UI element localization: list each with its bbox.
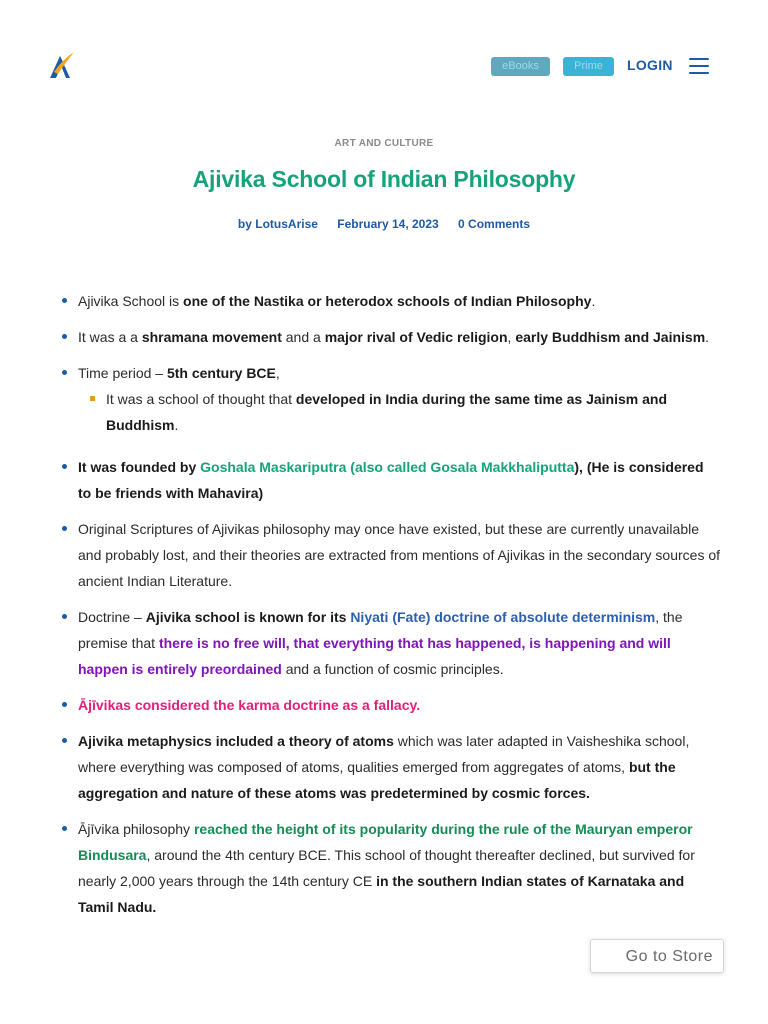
- list-item: Time period – 5th century BCE, It was a school of thought that developed in India during the same time as Jainism and Buddhism.: [78, 360, 720, 438]
- list-item: Doctrine – Ajivika school is known for its Niyati (Fate) doctrine of absolute determinism, the premise that there is no free will, that everything that has happened, is happening and will happen is entirely preordained and a function of cosmic principles.: [78, 604, 720, 682]
- list-item: Ajivika metaphysics included a theory of atoms which was later adapted in Vaisheshika school, where everything was composed of atoms, qualities emerged from aggregates of atoms, but the aggregation and nature of these atoms was predetermined by cosmic forces.: [78, 728, 720, 806]
- founder-link[interactable]: Goshala Maskariputra (also called Gosala Makkhaliputta: [200, 459, 575, 475]
- list-item: It was founded by Goshala Maskariputra (also called Gosala Makkhaliputta), (He is considered to be friends with Mahavira): [78, 454, 720, 506]
- date-link[interactable]: February 14, 2023: [337, 217, 439, 231]
- page-title: Ajivika School of Indian Philosophy: [192, 166, 576, 192]
- go-to-store-button[interactable]: Go to Store: [590, 939, 724, 973]
- list-item: Ājīvikas considered the karma doctrine as a fallacy.: [78, 692, 720, 718]
- login-link[interactable]: LOGIN: [627, 57, 673, 73]
- article-category[interactable]: ART AND CULTURE: [334, 138, 434, 149]
- list-item: Ājīvika philosophy reached the height of its popularity during the rule of the Mauryan emperor Bindusara, around the 4th century BCE. This school of thought thereafter declined, but survived for nearly 2,000 years through the 14th century CE in the southern Indian states of Karnataka and Tamil Nadu.: [78, 816, 720, 920]
- hamburger-menu-icon[interactable]: [689, 58, 709, 74]
- author-link[interactable]: by LotusArise: [237, 217, 318, 231]
- ebooks-button[interactable]: eBooks: [491, 57, 550, 76]
- list-item: Original Scriptures of Ajivikas philosophy may once have existed, but these are currently unavailable and probably lost, and their theories are extracted from mentions of Ajivikas in the secondary sources of ancient Indian Literature.: [78, 516, 720, 594]
- site-logo-icon[interactable]: [48, 50, 76, 80]
- article-meta: [0, 217, 768, 231]
- sub-list-item: It was a school of thought that developed in India during the same time as Jainism and Buddhism.: [106, 386, 720, 438]
- prime-button[interactable]: Prime: [563, 57, 614, 76]
- site-header: [0, 0, 768, 120]
- list-item: It was a a shramana movement and a major rival of Vedic religion, early Buddhism and Jainism.: [78, 324, 720, 350]
- article-content: [60, 288, 720, 930]
- list-item: Ajivika School is one of the Nastika or heterodox schools of Indian Philosophy.: [78, 288, 720, 314]
- comments-link[interactable]: 0 Comments: [458, 217, 531, 231]
